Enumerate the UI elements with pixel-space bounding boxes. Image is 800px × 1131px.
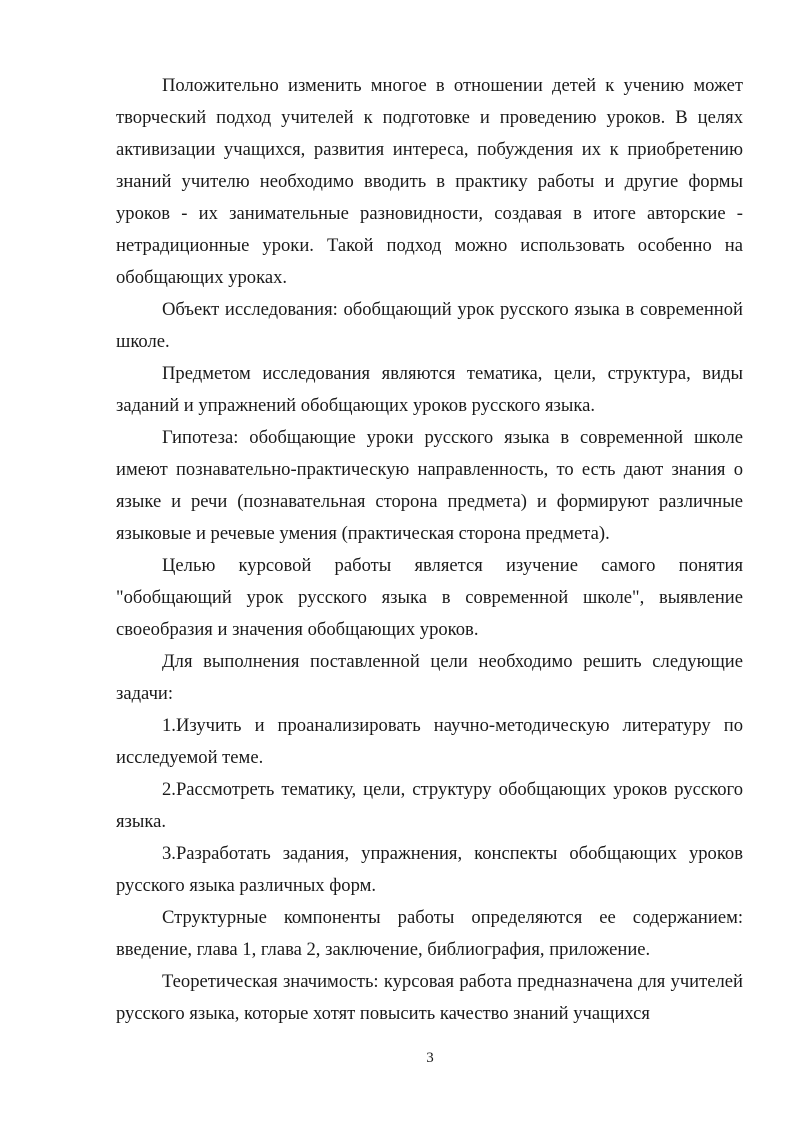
paragraph-task-1: 1.Изучить и проанализировать научно-методическую литературу по исследуемой теме. xyxy=(116,715,743,768)
paragraph-hypothesis: Гипотеза: обобщающие уроки русского языка в современной школе имеют познавательно-практическую направленность, то есть дают знания о языке и речи (познавательная сторона предмета) и формируют различные языковые и речевые умения (практическая сторона предмета). xyxy=(116,427,743,544)
document-page xyxy=(116,70,743,1030)
paragraph-research-object: Объект исследования: обобщающий урок русского языка в современной школе. xyxy=(116,299,743,352)
paragraph-tasks-intro: Для выполнения поставленной цели необходимо решить следующие задачи: xyxy=(116,651,743,704)
paragraph-task-2: 2.Рассмотреть тематику, цели, структуру обобщающих уроков русского языка. xyxy=(116,779,743,832)
paragraph-introduction: Положительно изменить многое в отношении детей к учению может творческий подход учителей к подготовке и проведению уроков. В целях активизации учащихся, развития интереса, побуждения их к приобретению знаний учителю необходимо вводить в практику работы и другие формы уроков - их занимательные разновидности, создавая в итоге авторские - нетрадиционные уроки. Такой подход можно использовать особенно на обобщающих уроках. xyxy=(116,75,743,288)
paragraph-structure: Структурные компоненты работы определяются ее содержанием: введение, глава 1, глава 2, заключение, библиография, приложение. xyxy=(116,907,743,960)
paragraph-goal: Целью курсовой работы является изучение самого понятия "обобщающий урок русского языка в современной школе", выявление своеобразия и значения обобщающих уроков. xyxy=(116,555,743,640)
paragraph-task-3: 3.Разработать задания, упражнения, конспекты обобщающих уроков русского языка различных форм. xyxy=(116,843,743,896)
page-number: 3 xyxy=(426,1050,434,1066)
paragraph-research-subject: Предметом исследования являются тематика, цели, структура, виды заданий и упражнений обобщающих уроков русского языка. xyxy=(116,363,743,416)
paragraph-theoretical-significance: Теоретическая значимость: курсовая работа предназначена для учителей русского языка, которые хотят повысить качество знаний учащихся xyxy=(116,971,743,1024)
